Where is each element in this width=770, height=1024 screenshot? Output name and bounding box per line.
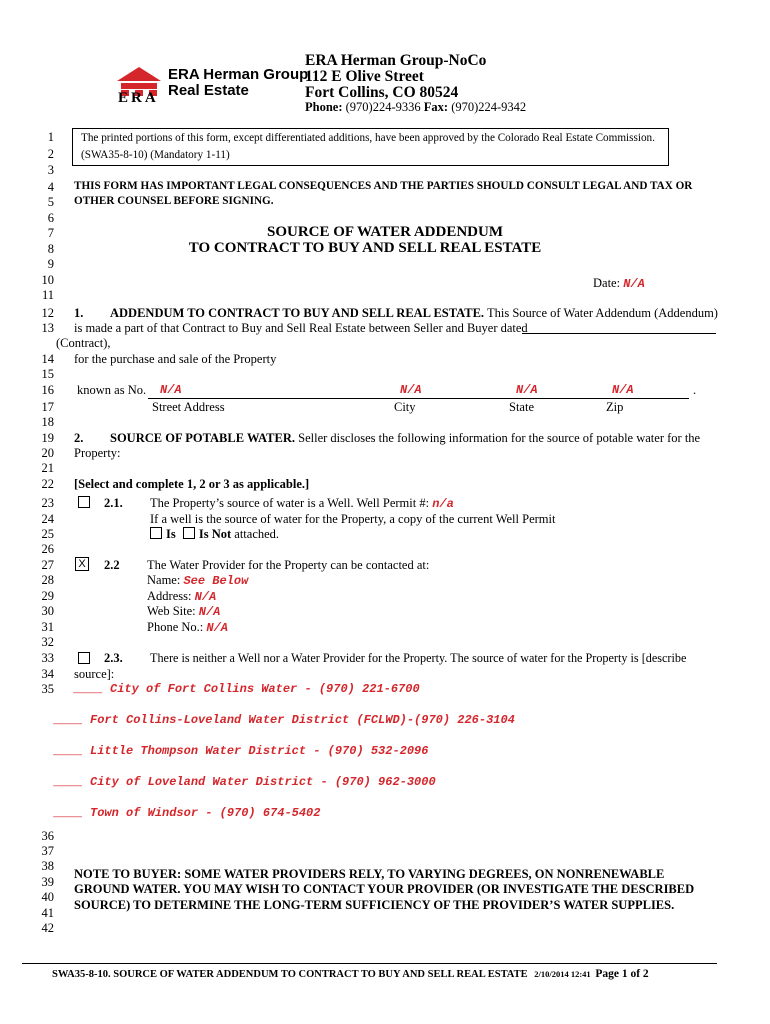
line-number: 31 bbox=[41, 620, 54, 634]
line-number: 1 bbox=[47, 130, 54, 144]
footer-form-title: SWA35-8-10. SOURCE OF WATER ADDENDUM TO CONTRACT TO BUY AND SELL REAL ESTATE bbox=[52, 969, 528, 980]
footer-page-number: Page 1 of 2 bbox=[595, 968, 649, 980]
notice-line-1: The printed portions of this form, except differentiated additions, have been approved by the Colorado Real Estate Commission. bbox=[81, 132, 655, 144]
provider-address-label: Address: bbox=[147, 589, 192, 603]
line-number: 25 bbox=[41, 527, 54, 541]
section-1-text-a: This Source of Water Addendum (Addendum) bbox=[486, 306, 718, 320]
provider-website-line bbox=[147, 604, 220, 619]
option-2-3-text-2: source]: bbox=[74, 667, 115, 681]
line-number: 10 bbox=[41, 273, 54, 287]
option-2-1-number: 2.1. bbox=[104, 496, 123, 510]
option-2-1-checkbox[interactable] bbox=[78, 496, 90, 508]
era-logo-mark: ERA bbox=[118, 90, 159, 106]
section-1-text-b: is made a part of that Contract to Buy and Sell Real Estate between Seller and Buyer dated bbox=[74, 321, 528, 335]
line-number: 11 bbox=[41, 288, 54, 302]
address-underline bbox=[148, 398, 689, 399]
provider-phone-line bbox=[147, 620, 228, 635]
line-number: 16 bbox=[41, 383, 54, 397]
option-2-2-checkbox[interactable]: X bbox=[75, 557, 89, 571]
provider-entry[interactable]: ____ City of Loveland Water District - (970) 962-3000 bbox=[54, 775, 436, 789]
provider-website-value[interactable]: N/A bbox=[198, 605, 221, 619]
phone-label: Phone: bbox=[305, 100, 343, 114]
line-number: 12 bbox=[41, 306, 54, 320]
city-value[interactable]: N/A bbox=[400, 383, 422, 397]
line-number: 38 bbox=[41, 859, 54, 873]
line-number: 37 bbox=[41, 844, 54, 858]
line-number: 18 bbox=[41, 415, 54, 429]
section-1-text-c: (Contract), bbox=[56, 336, 111, 350]
date-label: Date: bbox=[593, 276, 621, 290]
office-street: 112 E Olive Street bbox=[305, 68, 424, 85]
line-number: 24 bbox=[41, 512, 54, 526]
line-number: 20 bbox=[41, 446, 54, 460]
select-note: [Select and complete 1, 2 or 3 as applicable.] bbox=[74, 477, 310, 491]
well-permit-value[interactable]: n/a bbox=[432, 497, 454, 511]
logo-secondary: Real Estate bbox=[168, 82, 249, 99]
option-2-3-checkbox[interactable] bbox=[78, 652, 90, 664]
section-2-text-a: Seller discloses the following information for the source of potable water for the bbox=[298, 431, 701, 445]
line-number: 19 bbox=[41, 431, 54, 445]
line-number: 35 bbox=[41, 682, 54, 696]
buyer-note-line-3: SOURCE) TO DETERMINE THE LONG-TERM SUFFICIENCY OF THE PROVIDER’S WATER SUPPLIES. bbox=[74, 898, 675, 912]
provider-name-value[interactable]: See Below bbox=[183, 574, 249, 588]
line-number: 40 bbox=[41, 890, 54, 904]
address-period: . bbox=[693, 383, 697, 397]
line-number: 15 bbox=[41, 367, 54, 381]
logo-primary: ERA Herman Group bbox=[168, 66, 309, 83]
buyer-note-line-2: GROUND WATER. YOU MAY WISH TO CONTACT YOUR PROVIDER (OR INVESTIGATE THE DESCRIBED bbox=[74, 882, 695, 896]
line-number: 7 bbox=[47, 226, 54, 240]
line-number: 41 bbox=[41, 906, 54, 920]
line-number: 28 bbox=[41, 573, 54, 587]
section-1-heading: ADDENDUM TO CONTRACT TO BUY AND SELL REAL ESTATE. bbox=[110, 306, 485, 320]
provider-phone-label: Phone No.: bbox=[147, 620, 204, 634]
is-not-checkbox[interactable] bbox=[183, 527, 195, 539]
is-checkbox[interactable] bbox=[150, 527, 162, 539]
option-2-2-number: 2.2 bbox=[104, 558, 120, 572]
date-value[interactable]: N/A bbox=[623, 277, 645, 291]
line-number: 23 bbox=[41, 496, 54, 510]
line-number: 3 bbox=[47, 163, 54, 177]
section-1-number: 1. bbox=[74, 306, 84, 320]
provider-name-line bbox=[147, 573, 248, 588]
footer bbox=[52, 968, 649, 980]
zip-label: Zip bbox=[606, 400, 624, 414]
section-1-line-a bbox=[110, 306, 718, 321]
footer-divider bbox=[22, 963, 717, 964]
office-phone-line bbox=[305, 100, 526, 115]
provider-website-label: Web Site: bbox=[147, 604, 196, 618]
provider-name-label: Name: bbox=[147, 573, 181, 587]
attached-label: attached. bbox=[234, 527, 280, 541]
provider-address-value[interactable]: N/A bbox=[194, 590, 217, 604]
line-number: 33 bbox=[41, 651, 54, 665]
line-number: 39 bbox=[41, 875, 54, 889]
line-number: 22 bbox=[41, 477, 54, 491]
option-2-1-line bbox=[150, 496, 454, 511]
provider-address-line bbox=[147, 589, 216, 604]
page-title-line-2: TO CONTRACT TO BUY AND SELL REAL ESTATE bbox=[188, 240, 542, 256]
fax-value: (970)224-9342 bbox=[451, 100, 527, 114]
option-2-2-text: The Water Provider for the Property can be contacted at: bbox=[147, 558, 430, 572]
provider-entry[interactable]: ____ Town of Windsor - (970) 674-5402 bbox=[54, 806, 321, 820]
line-number: 27 bbox=[41, 558, 54, 572]
contract-date-field[interactable] bbox=[522, 333, 716, 334]
provider-entry[interactable]: ____ City of Fort Collins Water - (970) 221-6700 bbox=[74, 682, 420, 696]
line-number: 14 bbox=[41, 352, 54, 366]
notice-line-2: (SWA35-8-10) (Mandatory 1-11) bbox=[81, 149, 230, 161]
footer-timestamp: 2/10/2014 12:41 bbox=[534, 969, 591, 979]
street-value[interactable]: N/A bbox=[160, 383, 182, 397]
section-2-text-b: Property: bbox=[74, 446, 121, 460]
line-number: 8 bbox=[47, 242, 54, 256]
section-2-number: 2. bbox=[74, 431, 84, 445]
line-number: 34 bbox=[41, 667, 54, 681]
known-as-label: known as No. bbox=[77, 383, 147, 397]
is-not-label: Is Not bbox=[198, 527, 232, 541]
provider-phone-value[interactable]: N/A bbox=[206, 621, 228, 635]
option-2-1-text: The Property’s source of water is a Well. Well Permit #: bbox=[150, 496, 430, 510]
line-number: 30 bbox=[41, 604, 54, 618]
legal-warning-line-2: OTHER COUNSEL BEFORE SIGNING. bbox=[74, 195, 274, 207]
line-number: 32 bbox=[41, 635, 54, 649]
legal-warning-line-1: THIS FORM HAS IMPORTANT LEGAL CONSEQUENCES AND THE PARTIES SHOULD CONSULT LEGAL AND TAX OR bbox=[74, 180, 693, 192]
is-label: Is bbox=[166, 527, 176, 541]
line-number: 6 bbox=[47, 211, 54, 225]
line-number: 9 bbox=[47, 257, 54, 271]
provider-entry[interactable]: ____ Fort Collins-Loveland Water District (FCLWD)-(970) 226-3104 bbox=[54, 713, 515, 727]
line-number: 36 bbox=[41, 829, 54, 843]
line-number: 21 bbox=[41, 461, 54, 475]
line-number: 4 bbox=[47, 180, 54, 194]
state-label: State bbox=[509, 400, 534, 414]
buyer-note-line-1: NOTE TO BUYER: SOME WATER PROVIDERS RELY, TO VARYING DEGREES, ON NONRENEWABLE bbox=[74, 867, 665, 881]
state-value[interactable]: N/A bbox=[516, 383, 538, 397]
city-label: City bbox=[394, 400, 416, 414]
section-2-heading: SOURCE OF POTABLE WATER. bbox=[110, 431, 295, 445]
line-number: 17 bbox=[41, 400, 54, 414]
phone-value: (970)224-9336 bbox=[345, 100, 421, 114]
page-title-line-1: SOURCE OF WATER ADDENDUM bbox=[267, 224, 503, 240]
commission-notice-box bbox=[72, 128, 669, 166]
fax-label: Fax: bbox=[423, 100, 449, 114]
provider-entry[interactable]: ____ Little Thompson Water District - (970) 532-2096 bbox=[54, 744, 429, 758]
zip-value[interactable]: N/A bbox=[612, 383, 634, 397]
office-city: Fort Collins, CO 80524 bbox=[305, 84, 459, 101]
well-permit-attached-line bbox=[150, 527, 279, 542]
section-1-text-d: for the purchase and sale of the Property bbox=[74, 352, 277, 366]
line-number: 26 bbox=[41, 542, 54, 556]
line-number: 42 bbox=[41, 921, 54, 935]
section-2-line-a bbox=[110, 431, 700, 446]
date-field bbox=[593, 276, 645, 291]
option-2-3-text: There is neither a Well nor a Water Provider for the Property. The source of water for the Property is [describe bbox=[150, 651, 687, 665]
option-2-3-number: 2.3. bbox=[104, 651, 123, 665]
line-number: 29 bbox=[41, 589, 54, 603]
line-number: 5 bbox=[47, 195, 54, 209]
office-name: ERA Herman Group-NoCo bbox=[305, 52, 487, 69]
street-label: Street Address bbox=[152, 400, 225, 414]
option-2-1-text-2: If a well is the source of water for the Property, a copy of the current Well Permit bbox=[150, 512, 556, 526]
logo-wordmark bbox=[168, 67, 308, 99]
line-number: 13 bbox=[41, 321, 54, 335]
line-number: 2 bbox=[47, 147, 54, 161]
